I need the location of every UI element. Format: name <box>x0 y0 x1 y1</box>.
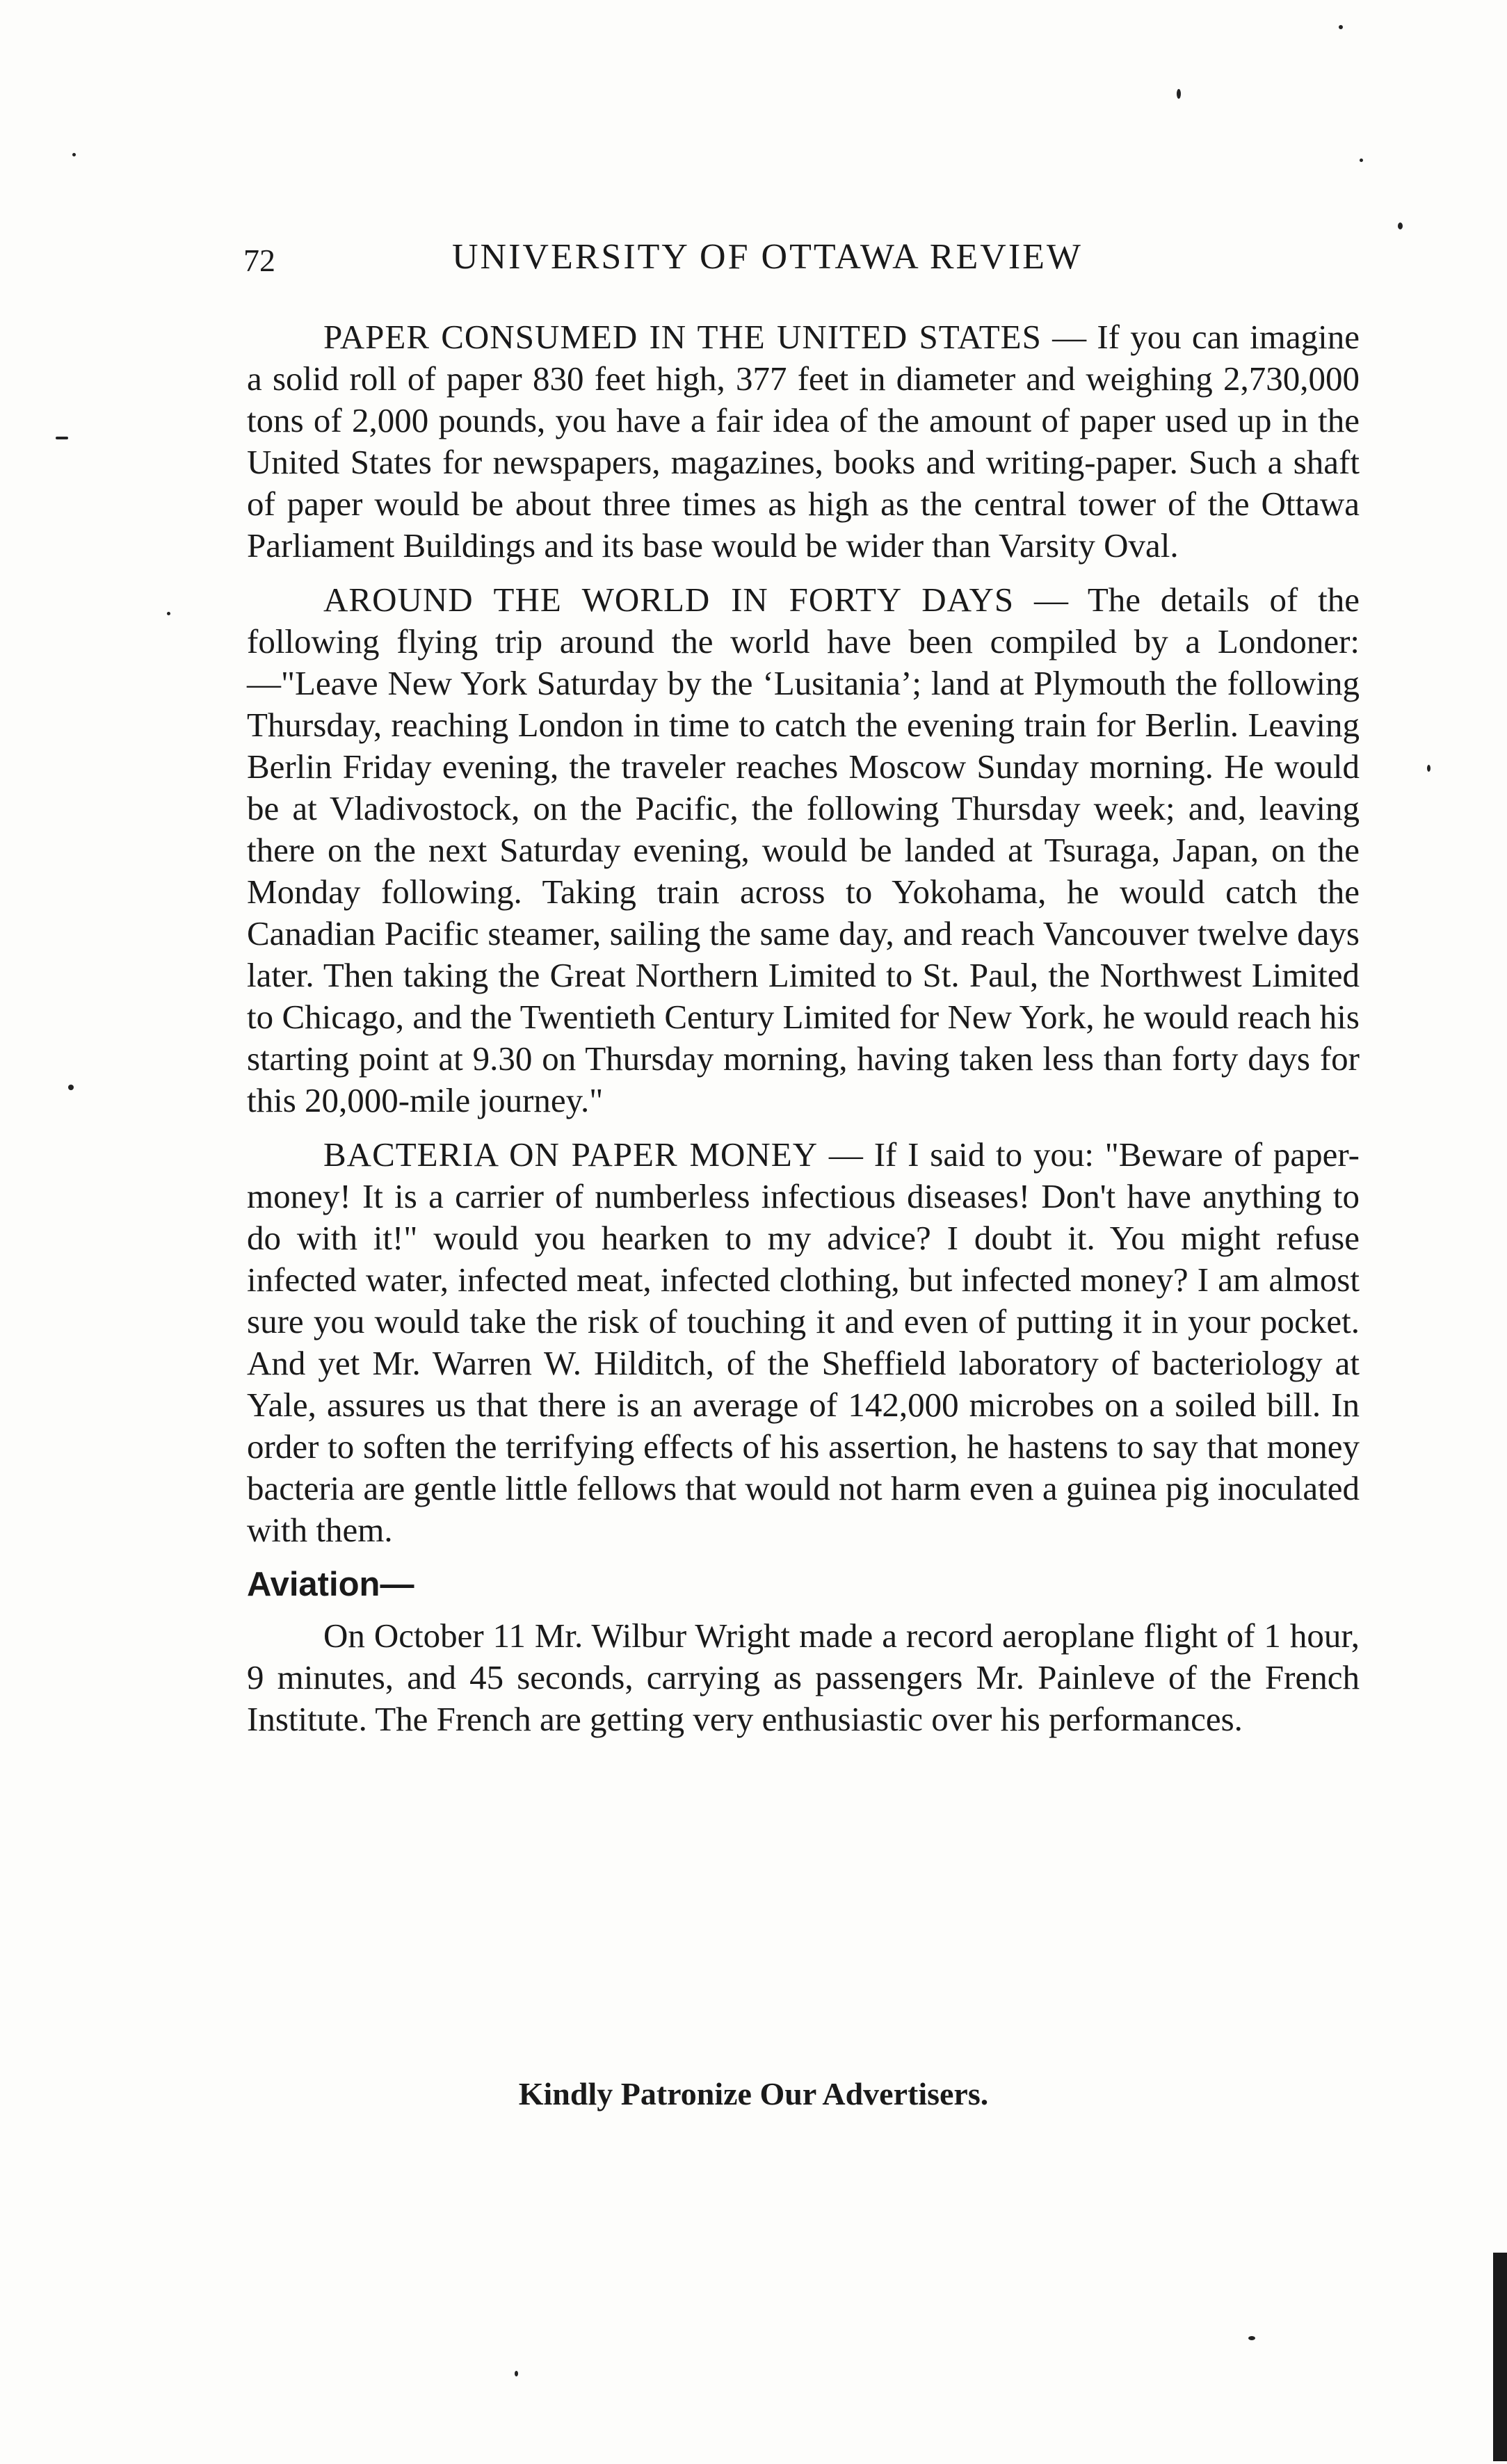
article-paper-consumed <box>247 316 1360 567</box>
scan-speck <box>515 2371 518 2376</box>
article-bacteria-money <box>247 1134 1360 1551</box>
page-header <box>243 236 1168 285</box>
scan-speck <box>1398 222 1403 229</box>
aviation-text: On October 11 Mr. Wilbur Wright made a record aeroplane flight of 1 hour, 9 minutes, and 45 seconds, carrying as passengers Mr. Painleve of the French Institute. The French are getting very enthusiastic over his performances. <box>247 1616 1360 1738</box>
aviation-heading: Aviation— <box>247 1566 414 1603</box>
page-number: 72 <box>243 243 275 278</box>
scan-speck <box>68 1085 74 1090</box>
scan-speck <box>1427 765 1431 772</box>
scan-speck <box>1339 25 1343 29</box>
advertisers-notice: Kindly Patronize Our Advertisers. <box>518 2076 989 2112</box>
scan-edge-shadow <box>1493 2253 1507 2461</box>
page-body <box>247 316 1360 1753</box>
scan-speck <box>72 153 76 156</box>
scan-speck <box>1177 89 1181 99</box>
article-heading: BACTERIA ON PAPER MONEY <box>323 1135 819 1174</box>
article-text: — The details of the following flying trip around the world have been compiled by a Londoner:—"Leave New York Saturday by the ‘Lusitania’; land at Plymouth the following Thursday, reaching London in time to catch the evening train for Berlin. Leaving Berlin Friday evening, the traveler reaches Moscow Sunday morning. He would be at Vladivostock, on the Pacific, the following Thursday week; and, leaving there on the next Saturday evening, would be landed at Tsuraga, Japan, on the Monday following. Taking train across to Yokohama, he would catch the Canadian Pacific steamer, sailing the same day, and reach Vancouver twelve days later. Then taking the Great Northern Limited to St. Paul, the Northwest Limited to Chicago, and the Twentieth Century Limited for New York, he would reach his starting point at 9.30 on Thursday morning, having taken less than forty days for this 20,000-mile journey." <box>247 581 1360 1119</box>
scan-speck <box>1360 159 1363 162</box>
scan-speck <box>1248 2336 1255 2340</box>
article-heading: AROUND THE WORLD IN FORTY DAYS <box>323 581 1015 619</box>
article-around-the-world <box>247 579 1360 1121</box>
scan-speck <box>167 612 170 615</box>
article-text: — If you can imagine a solid roll of paper 830 feet high, 377 feet in diameter and weighing 2,730,000 tons of 2,000 pounds, you have a fair idea of the amount of paper used up in the United States for newspapers, magazines, books and writing-paper. Such a shaft of paper would be about three times as high as the central tower of the Ottawa Parliament Buildings and its base would be wider than Varsity Oval. <box>247 318 1360 565</box>
running-title: UNIVERSITY OF OTTAWA REVIEW <box>452 237 1083 277</box>
article-text: — If I said to you: "Beware of paper-money! It is a carrier of numberless infectious diseases! Don't have anything to do with it!" would you hearken to my advice? I doubt it. You might refuse infected water, infected meat, infected clothing, but infected money? I am almost sure you would take the risk of touching it and even of putting it in your pocket. And yet Mr. Warren W. Hilditch, of the Sheffield laboratory of bacteriology at Yale, assures us that there is an average of 142,000 microbes on a soiled bill. In order to soften the terrifying effects of his assertion, he hastens to say that money bacteria are gentle little fellows that would not harm even a guinea pig inoculated with them. <box>247 1135 1360 1549</box>
scan-speck <box>56 437 68 439</box>
article-heading: PAPER CONSUMED IN THE UNITED STATES <box>323 318 1042 356</box>
